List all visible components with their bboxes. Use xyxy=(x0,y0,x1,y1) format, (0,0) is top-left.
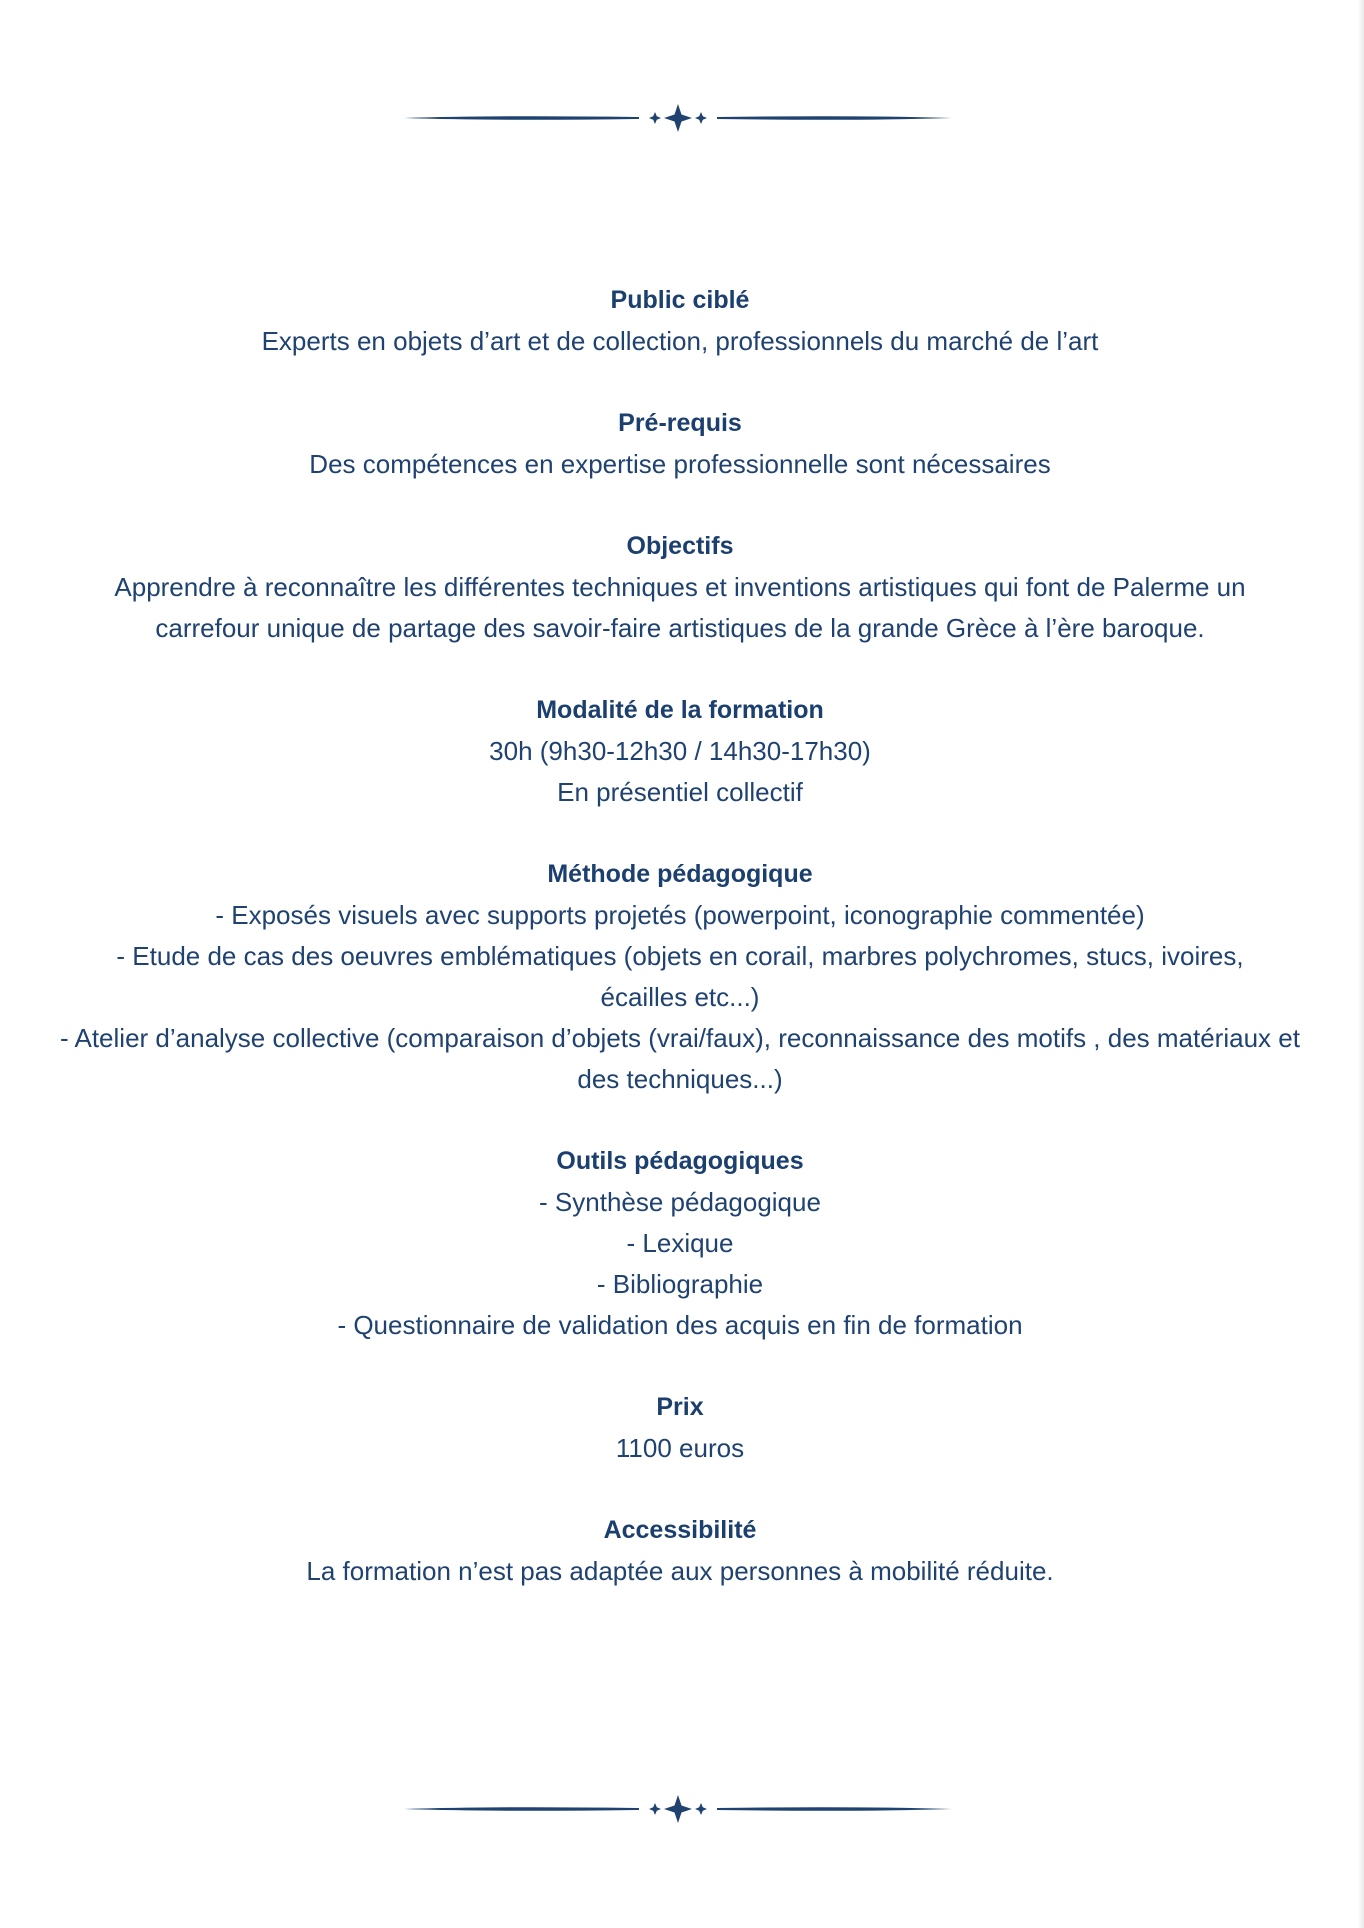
section-public-cible xyxy=(60,280,1300,362)
section-text: 30h (9h30-12h30 / 14h30-17h30) xyxy=(489,736,871,766)
section-title: Accessibilité xyxy=(603,1516,757,1544)
section-modalite xyxy=(60,690,1300,813)
page-edge-shadow xyxy=(1358,0,1364,1928)
list-item: - Atelier d’analyse collective (comparaison d’objets (vrai/faux), reconnaissance des motifs , des matériaux et des techniques...) xyxy=(60,1023,1300,1094)
list-item: - Synthèse pédagogique xyxy=(539,1187,821,1217)
section-title: Objectifs xyxy=(626,532,734,560)
section-text: Apprendre à reconnaître les différentes techniques et inventions artistiques qui font de Palerme un carrefour unique de partage des savoir-faire artistiques de la grande Grèce à l’ère baroque. xyxy=(114,572,1246,643)
section-accessibilite xyxy=(60,1510,1300,1592)
section-text: La formation n’est pas adaptée aux personnes à mobilité réduite. xyxy=(306,1556,1054,1586)
section-title: Modalité de la formation xyxy=(536,696,824,724)
list-item: - Bibliographie xyxy=(596,1269,764,1299)
section-methode xyxy=(60,854,1300,1100)
section-text: En présentiel collectif xyxy=(557,777,803,807)
section-outils xyxy=(60,1141,1300,1346)
bottom-ornament-divider xyxy=(404,1789,952,1829)
section-title: Pré-requis xyxy=(618,409,742,437)
star-divider-icon xyxy=(404,98,952,138)
section-text: Des compétences en expertise professionnelle sont nécessaires xyxy=(309,449,1051,479)
section-text: Experts en objets d’art et de collection, professionnels du marché de l’art xyxy=(261,326,1099,356)
price-value: 1100 euros xyxy=(615,1433,745,1463)
list-item: - Questionnaire de validation des acquis en fin de formation xyxy=(337,1310,1023,1340)
list-item: - Lexique xyxy=(626,1228,734,1258)
section-pre-requis xyxy=(60,403,1300,485)
section-title: Outils pédagogiques xyxy=(556,1147,804,1175)
section-objectifs xyxy=(60,526,1300,649)
section-prix xyxy=(60,1387,1300,1469)
section-title: Public ciblé xyxy=(610,286,750,314)
star-divider-icon xyxy=(404,1789,952,1829)
section-title: Prix xyxy=(656,1393,704,1421)
list-item: - Exposés visuels avec supports projetés (powerpoint, iconographie commentée) xyxy=(215,900,1145,930)
training-details xyxy=(60,280,1300,1633)
section-title: Méthode pédagogique xyxy=(547,860,813,888)
list-item: - Etude de cas des oeuvres emblématiques (objets en corail, marbres polychromes, stucs, ivoires, écailles etc...) xyxy=(116,941,1244,1012)
top-ornament-divider xyxy=(404,98,952,138)
